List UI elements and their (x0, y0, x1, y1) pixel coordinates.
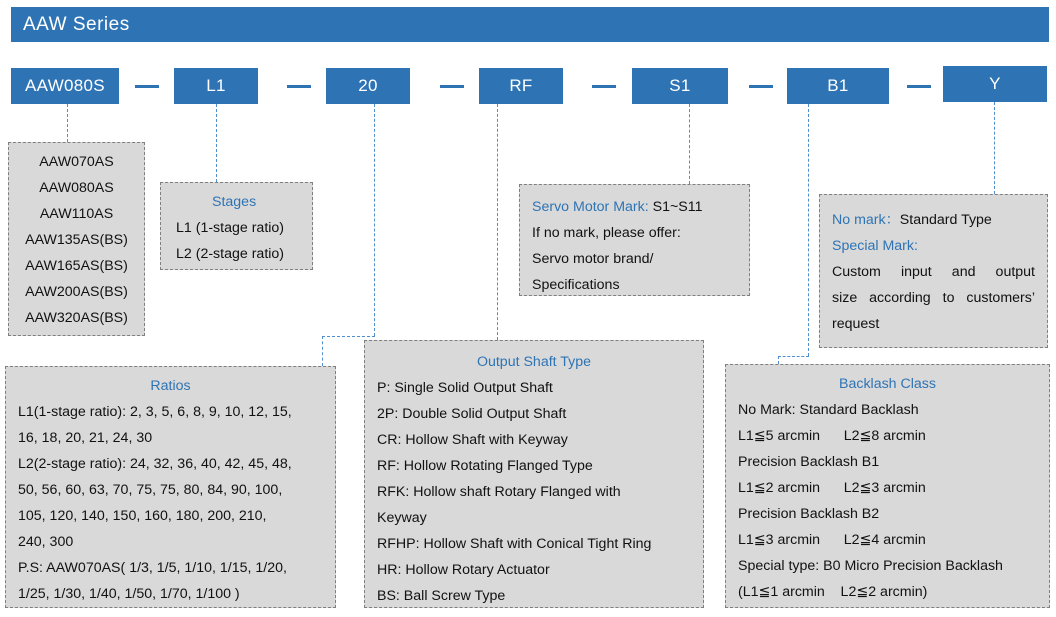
servo-text: If no mark, please offer: (532, 225, 681, 241)
connector-line (497, 104, 498, 340)
models-box (8, 142, 145, 336)
backlash-line: L1≦5 arcmin L2≦8 arcmin (738, 428, 926, 444)
model-item: AAW135AS(BS) (25, 232, 128, 248)
backlash-line: Special type: B0 Micro Precision Backlash (738, 558, 1003, 574)
special-mark-label: Special Mark: (832, 238, 918, 254)
code-servo: S1 (632, 68, 728, 104)
shaft-title: Output Shaft Type (476, 354, 592, 370)
separator-dash (592, 85, 616, 88)
backlash-line: L1≦3 arcmin L2≦4 arcmin (738, 532, 926, 548)
connector-line (67, 104, 68, 142)
shaft-type-item: BS: Ball Screw Type (377, 588, 506, 604)
backlash-line: Precision Backlash B1 (738, 454, 880, 470)
servo-mark-line (532, 194, 749, 220)
connector-line (322, 336, 375, 337)
servo-text: Servo motor brand/ (532, 251, 654, 267)
type-mark-box (819, 194, 1048, 348)
stage-item: L1 (1-stage ratio) (176, 220, 285, 236)
ratios-title: Ratios (150, 378, 191, 394)
ratio-line: 1/25, 1/30, 1/40, 1/50, 1/70, 1/100 ) (18, 586, 240, 602)
model-item: AAW070AS (39, 154, 114, 170)
code-ratio: 20 (326, 68, 410, 104)
connector-line (216, 104, 217, 182)
shaft-type-item: RFK: Hollow shaft Rotary Flanged with (377, 484, 621, 500)
separator-dash (135, 85, 159, 88)
backlash-title: Backlash Class (839, 376, 936, 392)
connector-line (689, 104, 690, 184)
special-mark-text: Custom input and output (832, 264, 1035, 280)
connector-line (808, 104, 809, 356)
ratio-line: L2(2-stage ratio): 24, 32, 36, 40, 42, 45, 48, (18, 456, 292, 472)
code-model: AAW080S (11, 68, 119, 104)
shaft-type-item: HR: Hollow Rotary Actuator (377, 562, 550, 578)
separator-dash (287, 85, 311, 88)
ratio-line: 50, 56, 60, 63, 70, 75, 75, 80, 84, 90, 100, (18, 482, 283, 498)
ratio-line: 240, 300 (18, 534, 74, 550)
separator-dash (440, 85, 464, 88)
servo-mark-range: S1~S11 (652, 199, 703, 215)
servo-mark-label: Servo Motor Mark: (532, 199, 649, 215)
shaft-type-item: Keyway (377, 510, 427, 526)
backlash-line: Precision Backlash B2 (738, 506, 880, 522)
separator-dash (749, 85, 773, 88)
backlash-line: (L1≦1 arcmin L2≦2 arcmin) (738, 584, 928, 600)
code-type: Y (943, 66, 1047, 102)
backlash-class-box (725, 364, 1050, 608)
special-mark-text: size according to customers’ (832, 290, 1035, 306)
no-mark-value: Standard Type (899, 212, 992, 228)
ratio-line: L1(1-stage ratio): 2, 3, 5, 6, 8, 9, 10, 12, 15, (18, 404, 292, 420)
model-item: AAW320AS(BS) (25, 310, 128, 326)
servo-text: Specifications (532, 277, 620, 293)
model-item: AAW080AS (39, 180, 114, 196)
servo-motor-box (519, 184, 750, 296)
connector-line (778, 356, 779, 364)
model-item: AAW110AS (39, 206, 114, 222)
stages-title: Stages (212, 194, 257, 210)
no-mark-label: No mark： (832, 212, 900, 228)
code-shaft: RF (479, 68, 563, 104)
connector-line (994, 102, 995, 194)
stage-item: L2 (2-stage ratio) (176, 246, 285, 262)
code-backlash: B1 (787, 68, 889, 104)
ratio-line: P.S: AAW070AS( 1/3, 1/5, 1/10, 1/15, 1/20, (18, 560, 287, 576)
ratio-line: 105, 120, 140, 150, 160, 180, 200, 210, (18, 508, 267, 524)
stages-box (160, 182, 313, 270)
shaft-type-item: RF: Hollow Rotating Flanged Type (377, 458, 593, 474)
shaft-type-item: CR: Hollow Shaft with Keyway (377, 432, 568, 448)
separator-dash (907, 85, 931, 88)
ratio-line: 16, 18, 20, 21, 24, 30 (18, 430, 153, 446)
no-mark-line (832, 207, 1035, 233)
backlash-line: L1≦2 arcmin L2≦3 arcmin (738, 480, 926, 496)
output-shaft-box (364, 340, 704, 608)
code-stage: L1 (174, 68, 258, 104)
ratios-box (5, 366, 336, 608)
model-item: AAW165AS(BS) (25, 258, 128, 274)
connector-line (374, 104, 375, 336)
shaft-type-item: P: Single Solid Output Shaft (377, 380, 553, 396)
shaft-type-item: 2P: Double Solid Output Shaft (377, 406, 567, 422)
model-item: AAW200AS(BS) (25, 284, 128, 300)
backlash-line: No Mark: Standard Backlash (738, 402, 919, 418)
connector-line (778, 356, 809, 357)
shaft-type-item: RFHP: Hollow Shaft with Conical Tight Ring (377, 536, 652, 552)
series-header: AAW Series (11, 7, 1049, 42)
special-mark-text: request (832, 316, 880, 332)
connector-line (322, 336, 323, 366)
